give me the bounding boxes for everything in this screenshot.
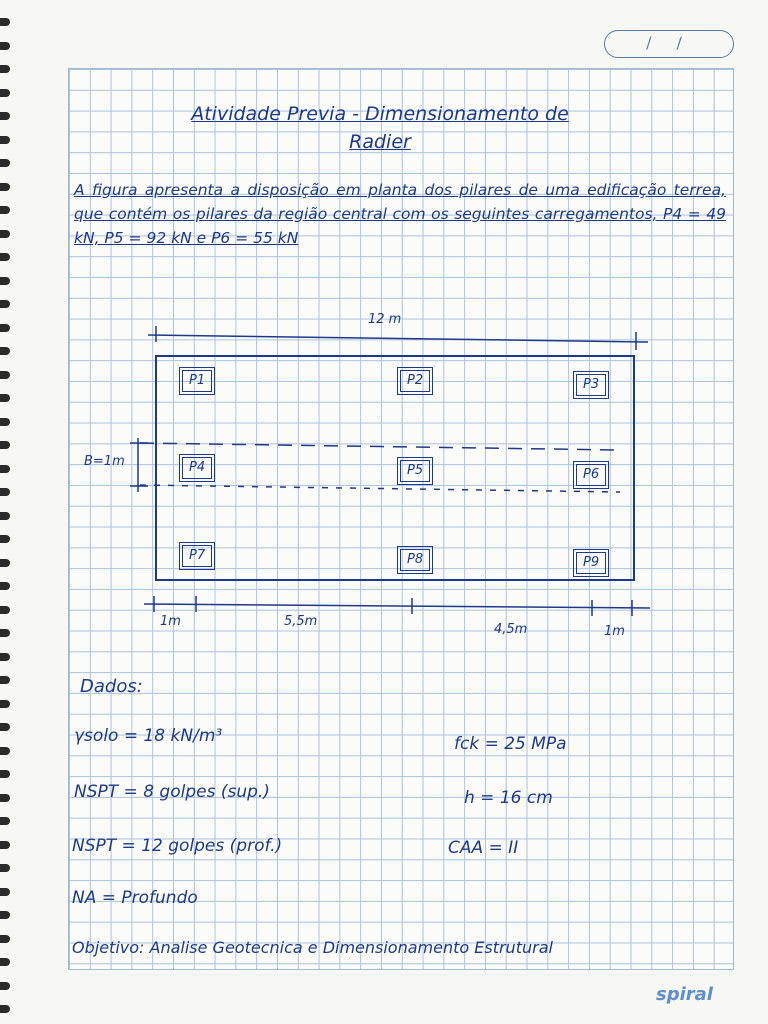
data-heading: Dados: (80, 676, 143, 697)
dim-right: 1m (604, 624, 625, 639)
pillar-p3: P3 (576, 374, 606, 396)
fck-value: fck = 25 MPa (454, 734, 567, 754)
spiral-logo: spiral (656, 984, 713, 1005)
problem-text: A figura apresenta a disposição em planta dos pilares de uma edificação terrea, que contém os pilares da região central com os seguintes carregamentos, P4 = 49 kN, P5 = 92 kN e P6 = 55 kN (74, 181, 726, 247)
water-level: NA = Profundo (72, 888, 198, 908)
pillar-p5: P5 (400, 460, 430, 482)
nspt-superficial: NSPT = 8 golpes (sup.) (74, 782, 270, 802)
pillar-p6: P6 (576, 464, 606, 486)
pillar-p2: P2 (400, 370, 430, 392)
pillar-p8: P8 (400, 549, 430, 571)
title-line-2: Radier (349, 131, 411, 153)
strip-width-label: B=1m (84, 454, 125, 469)
pillar-p4: P4 (182, 457, 212, 479)
dim-left: 1m (160, 614, 181, 629)
dim-mid-left: 5,5m (284, 614, 318, 629)
gamma-value: γsolo = 18 kN/m³ (74, 726, 223, 746)
title-line-1: Atividade Previa - Dimensionamento de (191, 103, 569, 125)
objective: Objetivo: Analise Geotecnica e Dimensionamento Estrutural (72, 938, 553, 957)
pillar-p7: P7 (182, 545, 212, 567)
thickness-value: h = 16 cm (464, 788, 553, 808)
date-field: / / (604, 30, 734, 58)
nspt-deep: NSPT = 12 golpes (prof.) (72, 836, 283, 856)
pillar-p1: P1 (182, 370, 212, 392)
width-label: 12 m (368, 312, 402, 327)
dim-mid-right: 4,5m (494, 622, 528, 637)
caa-value: CAA = II (448, 838, 519, 858)
pillar-p9: P9 (576, 552, 606, 574)
